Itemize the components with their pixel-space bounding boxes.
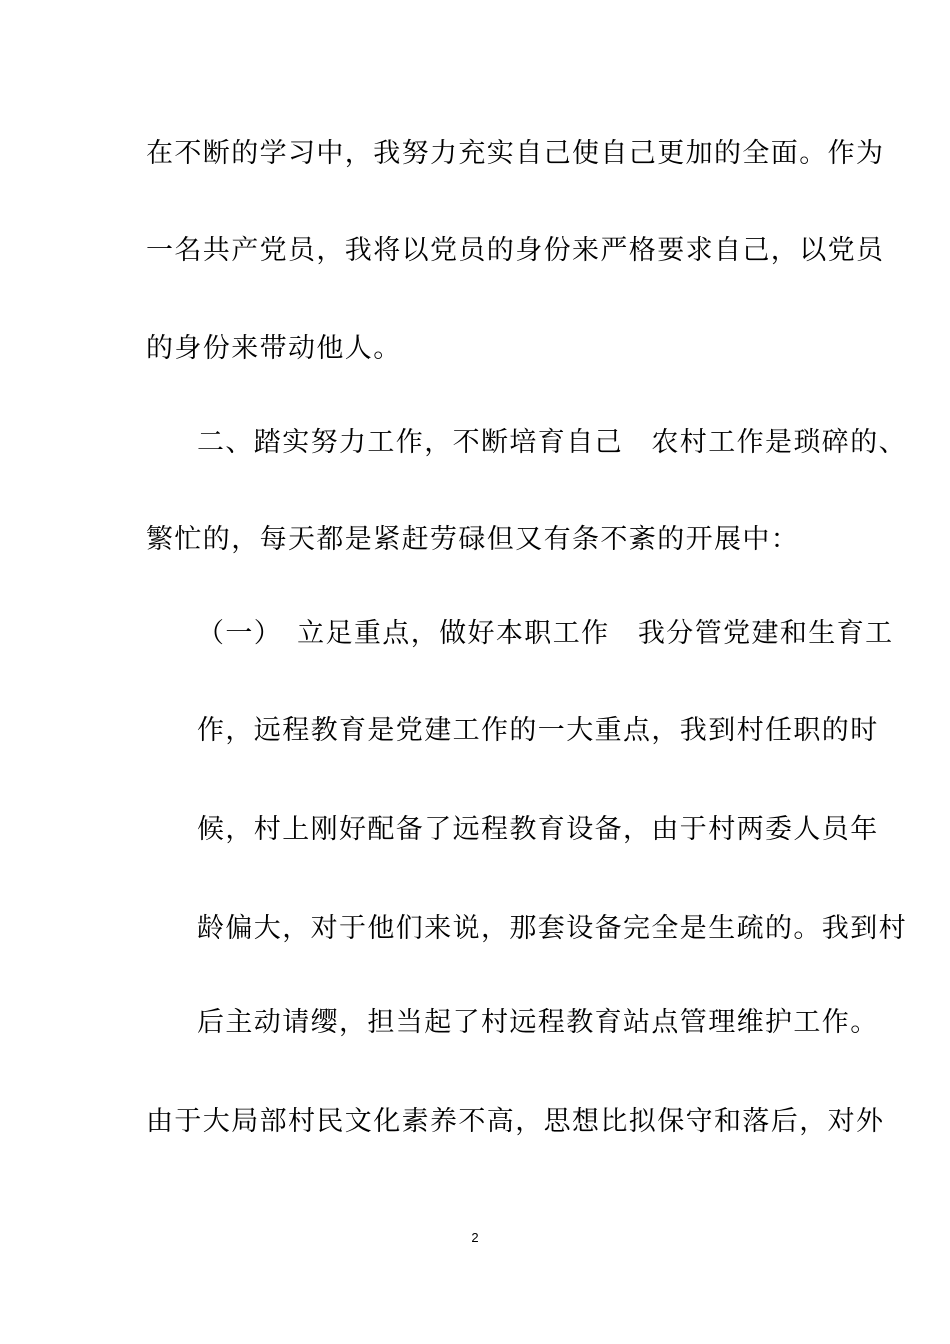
text-line-6: （一） 立足重点，做好本职工作 我分管党建和生育工 <box>197 618 894 649</box>
text-line-9: 龄偏大，对于他们来说，那套设备完全是生疏的。我到村 <box>197 913 907 944</box>
page-number: 2 <box>471 1230 479 1245</box>
text-line-7: 作，远程教育是党建工作的一大重点，我到村任职的时 <box>197 715 879 746</box>
text-line-8: 候，村上刚好配备了远程教育设备，由于村两委人员年 <box>197 814 879 845</box>
text-line-2: 一名共产党员，我将以党员的身份来严格要求自己，以党员 <box>146 235 885 266</box>
text-line-5: 繁忙的，每天都是紧赶劳碌但又有条不紊的开展中： <box>146 524 800 555</box>
text-line-11: 由于大局部村民文化素养不高，思想比拟保守和落后，对外 <box>146 1106 885 1137</box>
text-line-3: 的身份来带动他人。 <box>146 333 402 364</box>
text-line-10: 后主动请缨，担当起了村远程教育站点管理维护工作。 <box>197 1007 879 1038</box>
text-line-1: 在不断的学习中，我努力充实自己使自己更加的全面。作为 <box>146 138 885 169</box>
text-line-4: 二、踏实努力工作，不断培育自己 农村工作是琐碎的、 <box>197 427 907 458</box>
